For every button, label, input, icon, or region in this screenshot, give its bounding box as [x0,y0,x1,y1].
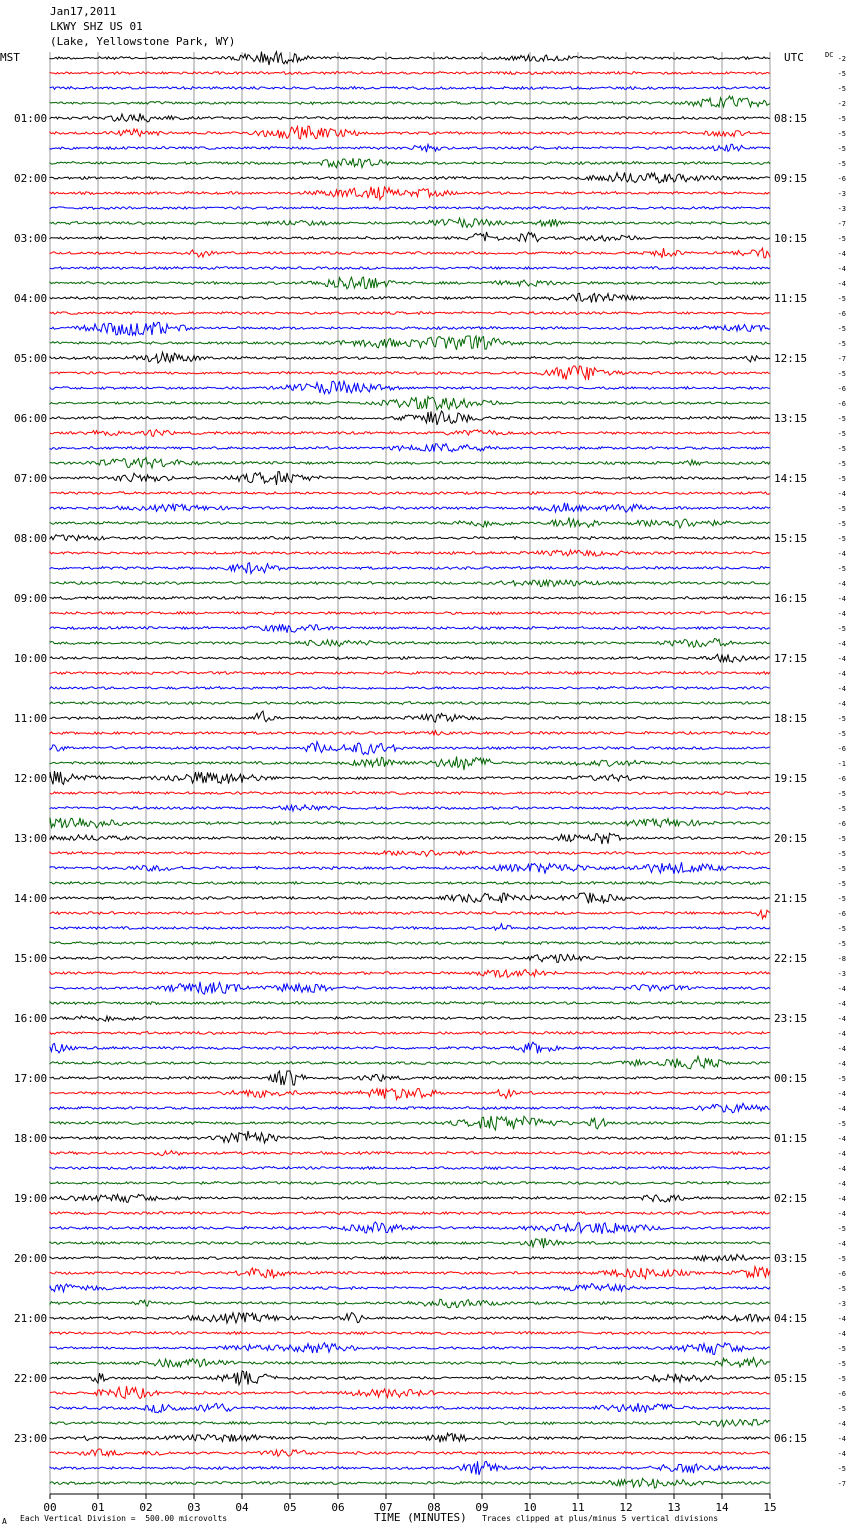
dc-offset-label-11: -3 [837,205,846,213]
trace-line-16 [50,277,770,289]
dc-offset-label-19: -5 [837,325,846,333]
trace-line-53 [50,833,770,844]
trace-line-35 [50,563,770,574]
dc-offset-label-5: -5 [837,115,846,123]
trace-line-54 [50,850,770,856]
header-location: (Lake, Yellowstone Park, WY) [50,35,236,48]
dc-offset-label-6: -5 [837,130,846,138]
x-tick-label-09: 09 [475,1501,489,1514]
x-tick-label-13: 13 [667,1501,681,1514]
trace-line-75 [50,1167,770,1170]
trace-line-89 [50,1371,770,1385]
x-tick-label-07: 07 [379,1501,393,1514]
trace-line-52 [50,818,770,829]
dc-offset-label-66: -4 [837,1030,846,1038]
dc-offset-label-34: -4 [837,550,846,558]
dc-offset-label-15: -4 [837,265,846,273]
header-station: LKWY SHZ US 01 [50,20,143,33]
trace-line-58 [50,910,770,919]
dc-offset-label-2: -5 [837,70,846,78]
dc-offset-label-74: -4 [837,1150,846,1158]
trace-line-45 [50,711,770,722]
trace-line-72 [50,1116,770,1130]
trace-line-37 [50,597,770,600]
mst-hour-label-20: 20:00 [14,1252,48,1265]
dc-offset-label-4: -2 [837,100,846,108]
trace-line-44 [50,702,770,705]
trace-line-32 [50,517,770,528]
x-tick-label-15: 15 [763,1501,777,1514]
dc-offset-label-17: -5 [837,295,846,303]
mst-hour-label-17: 17:00 [14,1072,48,1085]
trace-line-73 [50,1131,770,1143]
trace-line-71 [50,1103,770,1112]
dc-offset-label-24: -6 [837,400,846,408]
trace-line-39 [50,624,770,633]
mst-hour-label-5: 05:00 [14,352,48,365]
dc-axis-label: DC [825,51,834,59]
trace-line-77 [50,1194,770,1202]
trace-line-41 [50,654,770,662]
utc-hour-label-2: 09:15 [774,172,808,185]
dc-offset-label-41: -4 [837,655,846,663]
dc-offset-label-18: -6 [837,310,846,318]
dc-offset-label-28: -5 [837,460,846,468]
trace-line-21 [50,352,770,363]
trace-line-70 [50,1089,770,1100]
utc-hour-label-18: 01:15 [774,1132,808,1145]
dc-offset-label-92: -4 [837,1420,846,1428]
dc-offset-label-69: -5 [837,1075,846,1083]
dc-offset-label-38: -4 [837,610,846,618]
trace-line-95 [50,1461,770,1475]
dc-offset-label-86: -4 [837,1330,846,1338]
dc-offset-label-73: -4 [837,1135,846,1143]
dc-offset-label-87: -5 [837,1345,846,1353]
dc-offset-label-56: -5 [837,880,846,888]
dc-offset-label-54: -5 [837,850,846,858]
mst-axis-label: MST [0,51,20,64]
trace-line-43 [50,687,770,690]
dc-offset-label-55: -5 [837,865,846,873]
trace-line-15 [50,267,770,270]
trace-line-76 [50,1182,770,1185]
dc-offset-label-13: -5 [837,235,846,243]
dc-offset-label-65: -4 [837,1015,846,1023]
trace-line-49 [50,771,770,784]
trace-line-74 [50,1151,770,1156]
trace-line-31 [50,503,770,513]
trace-line-6 [50,126,770,139]
dc-offset-label-45: -5 [837,715,846,723]
mst-hour-label-9: 09:00 [14,592,48,605]
x-tick-label-06: 06 [331,1501,345,1514]
dc-offset-label-94: -4 [837,1450,846,1458]
trace-line-62 [50,970,770,978]
dc-offset-label-82: -6 [837,1270,846,1278]
trace-line-78 [50,1212,770,1215]
trace-line-42 [50,672,770,675]
utc-hour-label-20: 03:15 [774,1252,808,1265]
utc-hour-label-15: 22:15 [774,952,808,965]
dc-offset-label-84: -3 [837,1300,846,1308]
trace-line-48 [50,757,770,771]
trace-line-85 [50,1313,770,1323]
utc-hour-label-17: 00:15 [774,1072,808,1085]
x-tick-label-08: 08 [427,1501,441,1514]
utc-axis-label: UTC [784,51,804,64]
mst-hour-label-19: 19:00 [14,1192,48,1205]
trace-line-27 [50,444,770,452]
dc-offset-label-63: -4 [837,985,846,993]
utc-hour-label-9: 16:15 [774,592,808,605]
dc-offset-label-46: -5 [837,730,846,738]
trace-line-90 [50,1386,770,1398]
dc-offset-label-20: -5 [837,340,846,348]
utc-hour-label-1: 08:15 [774,112,808,125]
trace-line-47 [50,742,770,755]
trace-line-61 [50,955,770,963]
x-tick-label-11: 11 [571,1501,585,1514]
mst-hour-label-21: 21:00 [14,1312,48,1325]
trace-line-25 [50,411,770,425]
x-tick-label-01: 01 [91,1501,105,1514]
trace-line-79 [50,1222,770,1234]
trace-line-65 [50,1016,770,1021]
trace-line-10 [50,187,770,200]
trace-line-11 [50,207,770,210]
utc-hour-label-10: 17:15 [774,652,808,665]
utc-hour-label-8: 15:15 [774,532,808,545]
utc-hour-label-5: 12:15 [774,352,808,365]
dc-offset-label-67: -4 [837,1045,846,1053]
dc-offset-label-32: -5 [837,520,846,528]
x-tick-label-05: 05 [283,1501,297,1514]
utc-hour-label-4: 11:15 [774,292,808,305]
trace-line-64 [50,1002,770,1005]
dc-offset-label-62: -3 [837,970,846,978]
header-date: Jan17,2011 [50,5,117,18]
utc-hour-label-16: 23:15 [774,1012,808,1025]
trace-line-60 [50,942,770,945]
dc-offset-label-72: -5 [837,1120,846,1128]
utc-hour-label-7: 14:15 [774,472,808,485]
trace-line-18 [50,312,770,315]
dc-offset-label-85: -4 [837,1315,846,1323]
trace-line-93 [50,1433,770,1442]
trace-line-5 [50,113,770,122]
scale-note: Each Vertical Division = 500.00 microvolts [20,1514,228,1523]
dc-offset-label-53: -5 [837,835,846,843]
dc-offset-label-44: -4 [837,700,846,708]
dc-offset-label-25: -5 [837,415,846,423]
mst-hour-label-13: 13:00 [14,832,48,845]
dc-offset-label-39: -5 [837,625,846,633]
trace-line-9 [50,173,770,183]
utc-hour-label-14: 21:15 [774,892,808,905]
trace-line-34 [50,550,770,556]
mst-hour-label-23: 23:00 [14,1432,48,1445]
dc-offset-label-80: -4 [837,1240,846,1248]
trace-line-86 [50,1332,770,1335]
x-tick-label-03: 03 [187,1501,201,1514]
trace-line-40 [50,639,770,648]
dc-offset-label-78: -4 [837,1210,846,1218]
mst-hour-label-16: 16:00 [14,1012,48,1025]
dc-offset-label-77: -4 [837,1195,846,1203]
utc-hour-label-11: 18:15 [774,712,808,725]
trace-line-80 [50,1238,770,1248]
trace-line-91 [50,1403,770,1413]
dc-offset-label-70: -4 [837,1090,846,1098]
dc-offset-label-40: -4 [837,640,846,648]
trace-line-67 [50,1042,770,1053]
dc-offset-label-36: -4 [837,580,846,588]
dc-offset-label-12: -7 [837,220,846,228]
dc-offset-label-71: -4 [837,1105,846,1113]
mst-hour-label-7: 07:00 [14,472,48,485]
dc-offset-label-23: -6 [837,385,846,393]
dc-offset-label-26: -5 [837,430,846,438]
trace-line-26 [50,430,770,437]
utc-hour-label-23: 06:15 [774,1432,808,1445]
dc-offset-label-96: -7 [837,1480,846,1488]
dc-offset-label-60: -5 [837,940,846,948]
dc-offset-label-83: -5 [837,1285,846,1293]
dc-offset-label-95: -5 [837,1465,846,1473]
dc-offset-label-90: -6 [837,1390,846,1398]
trace-line-20 [50,336,770,350]
trace-line-4 [50,96,770,107]
trace-line-28 [50,457,770,468]
dc-offset-label-81: -5 [837,1255,846,1263]
trace-line-68 [50,1056,770,1069]
trace-line-14 [50,248,770,258]
dc-offset-label-91: -5 [837,1405,846,1413]
trace-line-82 [50,1267,770,1279]
dc-offset-label-31: -5 [837,505,846,513]
mst-hour-label-4: 04:00 [14,292,48,305]
mst-hour-label-22: 22:00 [14,1372,48,1385]
dc-offset-label-59: -5 [837,925,846,933]
x-tick-label-12: 12 [619,1501,633,1514]
dc-offset-label-10: -3 [837,190,846,198]
trace-line-38 [50,612,770,615]
trace-line-92 [50,1420,770,1427]
dc-offset-label-33: -5 [837,535,846,543]
trace-line-8 [50,158,770,168]
trace-line-13 [50,232,770,242]
utc-hour-label-21: 04:15 [774,1312,808,1325]
dc-offset-label-76: -4 [837,1180,846,1188]
dc-offset-label-16: -4 [837,280,846,288]
trace-line-36 [50,580,770,586]
trace-line-96 [50,1478,770,1488]
trace-line-17 [50,293,770,302]
trace-line-2 [50,72,770,75]
dc-offset-label-22: -5 [837,370,846,378]
dc-offset-label-8: -5 [837,160,846,168]
mst-hour-label-14: 14:00 [14,892,48,905]
dc-offset-label-14: -4 [837,250,846,258]
x-tick-label-14: 14 [715,1501,729,1514]
trace-line-12 [50,218,770,227]
dc-offset-label-68: -4 [837,1060,846,1068]
mst-hour-label-8: 08:00 [14,532,48,545]
trace-line-84 [50,1299,770,1308]
dc-offset-label-21: -7 [837,355,846,363]
dc-offset-label-9: -6 [837,175,846,183]
dc-offset-label-50: -5 [837,790,846,798]
utc-hour-label-12: 19:15 [774,772,808,785]
trace-line-66 [50,1032,770,1035]
utc-hour-label-6: 13:15 [774,412,808,425]
trace-line-69 [50,1071,770,1085]
dc-offset-label-29: -5 [837,475,846,483]
dc-offset-label-37: -4 [837,595,846,603]
dc-offset-label-57: -5 [837,895,846,903]
dc-offset-label-89: -5 [837,1375,846,1383]
mst-hour-label-1: 01:00 [14,112,48,125]
dc-offset-label-64: -4 [837,1000,846,1008]
trace-line-94 [50,1449,770,1456]
dc-offset-label-42: -4 [837,670,846,678]
trace-line-56 [50,882,770,885]
trace-line-63 [50,982,770,994]
mst-hour-label-2: 02:00 [14,172,48,185]
dc-offset-label-51: -5 [837,805,846,813]
trace-line-51 [50,805,770,811]
dc-offset-label-79: -5 [837,1225,846,1233]
dc-offset-label-43: -4 [837,685,846,693]
x-tick-label-00: 00 [43,1501,57,1514]
trace-line-50 [50,792,770,795]
x-tick-label-10: 10 [523,1501,537,1514]
trace-line-46 [50,731,770,736]
trace-line-33 [50,535,770,541]
utc-hour-label-19: 02:15 [774,1192,808,1205]
trace-line-55 [50,862,770,874]
trace-line-59 [50,924,770,931]
trace-line-7 [50,144,770,152]
trace-line-81 [50,1254,770,1261]
trace-line-3 [50,87,770,90]
dc-offset-label-52: -6 [837,820,846,828]
mst-hour-label-12: 12:00 [14,772,48,785]
x-axis-title: TIME (MINUTES) [374,1511,467,1524]
clip-note: Traces clipped at plus/minus 5 vertical divisions [482,1514,719,1523]
utc-hour-label-22: 05:15 [774,1372,808,1385]
mst-hour-label-18: 18:00 [14,1132,48,1145]
mst-hour-label-15: 15:00 [14,952,48,965]
trace-line-29 [50,472,770,485]
corner-mark: A [2,1517,7,1526]
dc-offset-label-88: -5 [837,1360,846,1368]
dc-offset-label-30: -4 [837,490,846,498]
dc-offset-label-1: -2 [837,55,846,63]
mst-hour-label-11: 11:00 [14,712,48,725]
trace-line-57 [50,893,770,904]
dc-offset-label-93: -4 [837,1435,846,1443]
dc-offset-label-35: -5 [837,565,846,573]
trace-line-30 [50,492,770,495]
trace-line-24 [50,397,770,410]
dc-offset-label-3: -5 [837,85,846,93]
dc-offset-label-7: -5 [837,145,846,153]
trace-line-23 [50,381,770,394]
trace-line-88 [50,1358,770,1367]
dc-offset-label-48: -1 [837,760,846,768]
dc-offset-label-61: -8 [837,955,846,963]
dc-offset-label-27: -5 [837,445,846,453]
mst-hour-label-10: 10:00 [14,652,48,665]
trace-line-1 [50,52,770,65]
dc-offset-label-75: -4 [837,1165,846,1173]
dc-offset-label-58: -6 [837,910,846,918]
trace-line-83 [50,1284,770,1292]
mst-hour-label-6: 06:00 [14,412,48,425]
trace-line-22 [50,366,770,380]
x-tick-label-04: 04 [235,1501,249,1514]
dc-offset-label-49: -6 [837,775,846,783]
trace-line-87 [50,1343,770,1355]
dc-offset-label-47: -6 [837,745,846,753]
mst-hour-label-3: 03:00 [14,232,48,245]
utc-hour-label-3: 10:15 [774,232,808,245]
trace-line-19 [50,322,770,335]
utc-hour-label-13: 20:15 [774,832,808,845]
x-tick-label-02: 02 [139,1501,153,1514]
